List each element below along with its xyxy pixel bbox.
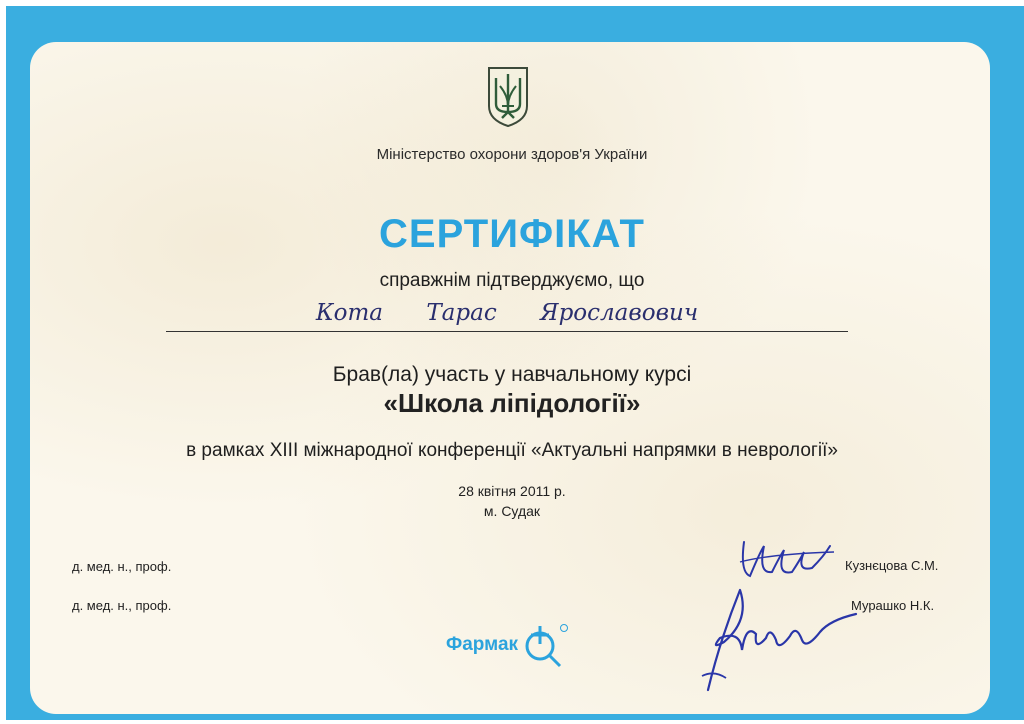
participation-text: Брав(ла) участь у навчальному курсі bbox=[332, 363, 692, 386]
name-underline bbox=[166, 331, 848, 332]
signatory-2-degree: д. мед. н., проф. bbox=[72, 598, 172, 613]
signatory-2-name: Мурашко Н.К. bbox=[851, 598, 935, 613]
farmak-logo bbox=[446, 622, 576, 668]
issue-date: 28 квітня 2011 р. bbox=[458, 483, 566, 499]
course-name: «Школа ліпідології» bbox=[383, 388, 641, 418]
issue-city: м. Судак bbox=[483, 503, 541, 519]
signatory-1-name: Кузнєцова С.М. bbox=[845, 558, 939, 573]
farmak-logo-text: Фармак bbox=[446, 634, 519, 655]
signatory-1-degree: д. мед. н., проф. bbox=[72, 559, 172, 574]
signature-1-icon bbox=[730, 532, 840, 587]
conference-text: в рамках XIII міжнародної конференції «Актуальні напрямки в неврології» bbox=[186, 440, 838, 461]
recipient-name: Кота Тарас Ярославович bbox=[315, 300, 699, 326]
tryzub-coat-of-arms-icon bbox=[486, 66, 530, 128]
confirm-text: справжнім підтверджуємо, що bbox=[379, 270, 645, 291]
signature-2-icon bbox=[680, 580, 860, 695]
ministry-name: Міністерство охорони здоров'я України bbox=[376, 146, 648, 163]
certificate-title: СЕРТИФІКАТ bbox=[379, 212, 645, 256]
farmak-logo-icon bbox=[520, 622, 570, 668]
